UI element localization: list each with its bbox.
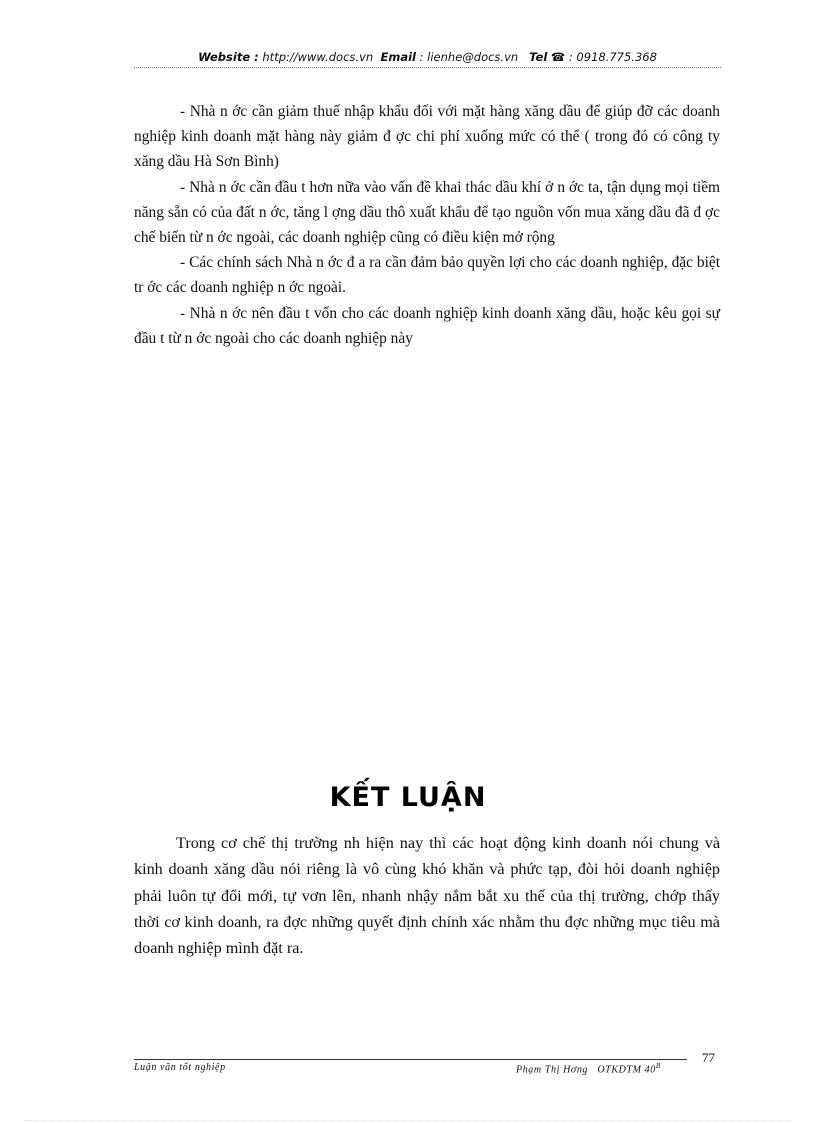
footer-author-name: Phạm Thị Hơng [516, 1064, 589, 1076]
page-bottom-divider [24, 1120, 792, 1121]
website-url[interactable]: http://www.docs.vn [262, 50, 374, 64]
conclusion-section [134, 830, 720, 961]
tel-label: Tel [529, 50, 548, 64]
email-value[interactable]: : lienhe@docs.vn [419, 50, 519, 64]
tel-value: : 0918.775.368 [568, 50, 657, 64]
recommendation-paragraph: - Nhà n ớc cần giảm thuế nhập khẩu đối với mặt hàng xăng dầu để giúp đỡ các doanh nghiệp kinh doanh mặt hàng này giảm đ ợc chi phí xuống mức có thể ( trong đó có công ty xăng dầu Hà Sơn Bình) [134, 103, 720, 171]
recommendation-paragraph: - Nhà n ớc cần đầu t hơn nữa vào vấn đề khai thác dầu khí ở n ớc ta, tận dụng mọi tiềm năng sẵn có của đất n ớc, tăng l ợng dầu thô xuất khẩu để tạo nguồn vốn mua xăng dầu đã đ ợc chế biến từ n ớc ngoài, các doanh nghiệp cũng có điều kiện mở rộng [134, 178, 720, 247]
page-header [134, 50, 721, 64]
footer-thesis-label: Luận văn tốt nghiệp [134, 1062, 226, 1073]
recommendation-paragraph: - Nhà n ớc nên đầu t vốn cho các doanh nghiệp kinh doanh xăng dầu, hoặc kêu gọi sự đầu t từ n ớc ngoài cho các doanh nghiệp này [134, 304, 720, 347]
email-label: Email [380, 50, 416, 64]
header-divider [134, 67, 721, 68]
phone-icon: ☎ [550, 50, 566, 64]
recommendation-paragraph: - Các chính sách Nhà n ớc đ a ra cần đảm bảo quyền lợi cho các doanh nghiệp, đặc biệt tr ớc các doanh nghiệp n ớc ngoài. [134, 254, 720, 297]
website-label: Website : [198, 50, 259, 64]
page-number: 77 [702, 1050, 715, 1065]
footer-class-superscript: B [655, 1062, 661, 1070]
conclusion-title: KẾT LUẬN [329, 782, 487, 813]
footer-class: OTKDTM 40 [597, 1064, 656, 1076]
footer-divider [134, 1059, 687, 1060]
footer-author [516, 1062, 661, 1075]
conclusion-paragraph: Trong cơ chế thị trường nh hiện nay thì các hoạt động kinh doanh nói chung và kinh doanh xăng dầu nói riêng là vô cùng khó khăn và phức tạp, đòi hỏi doanh nghiệp phải luôn tự đổi mới, tự vơn lên, nhanh nhậy nắm bắt xu thế của thị trường, chớp thấy thời cơ kinh doanh, ra đợc những quyết định chính xác nhằm thu đợc những mục tiêu mà doanh nghiệp mình đặt ra. [134, 834, 720, 958]
recommendations-section [134, 99, 720, 351]
